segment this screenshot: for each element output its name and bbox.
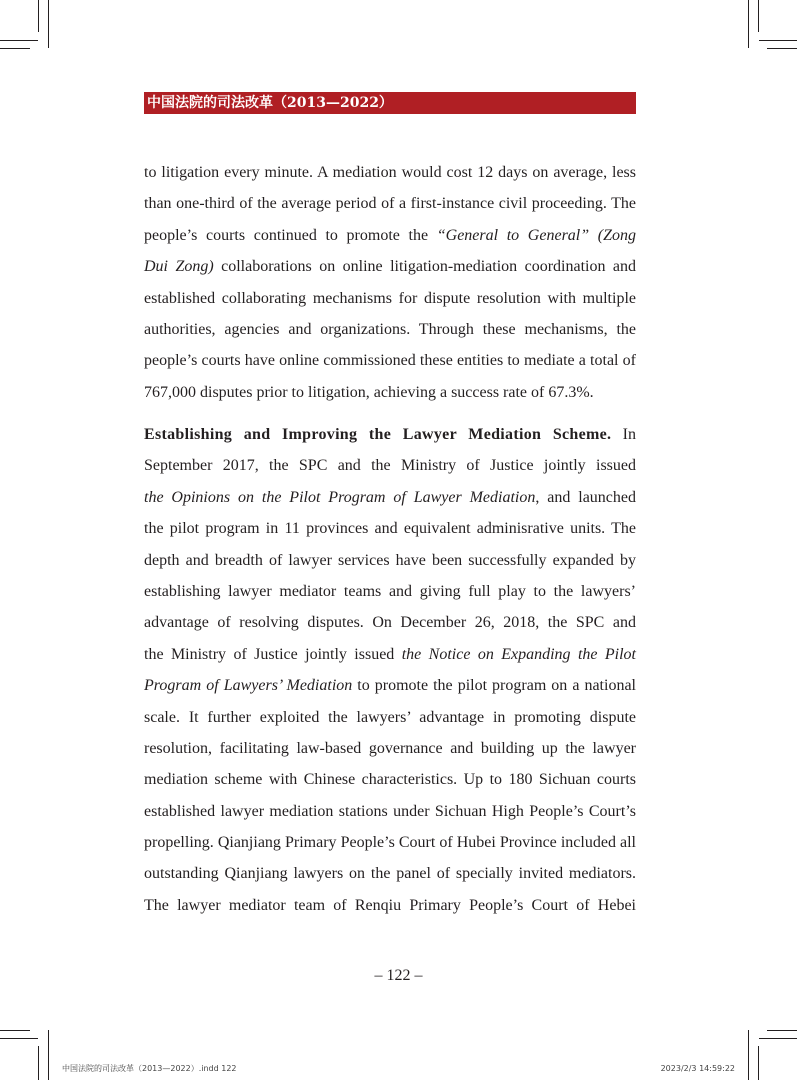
crop-mark-bottom-left-v [38,1046,39,1080]
running-header [144,92,636,114]
text-span: mediation scheme with Chinese characteristics. Up to 180 Sichuan courts [144,771,636,789]
crop-mark-bottom-right-v [758,1046,759,1080]
text-span: 767,000 disputes prior to litigation, achieving a success rate of 67.3%. [144,383,594,401]
text-line [144,764,636,795]
text-line [144,513,636,544]
text-line [144,607,636,638]
text-line [144,545,636,576]
body-paragraph-1 [144,157,636,408]
text-span: The lawyer mediator team of Renqiu Primary People’s Court of Hebei [144,896,636,914]
text-line [144,702,636,733]
slug-file-info: 中国法院的司法改革（2013—2022）.indd 122 [62,1064,237,1073]
text-line [144,345,636,376]
text-span: resolution, facilitating law-based governance and building up the lawyer [144,739,636,757]
text-line [144,890,636,921]
text-line [144,733,636,764]
text-line [144,251,636,282]
crop-mark-bottom-right-h [759,1038,797,1039]
text-line [144,283,636,314]
crop-mark-bottom-left-h2 [0,1030,30,1031]
text-span: collaborations on online litigation-mediation coordination and [213,258,636,276]
text-line [144,796,636,827]
crop-mark-bottom-right-v2 [748,1030,749,1080]
text-line [144,419,636,450]
text-line [144,482,636,513]
text-span: advantage of resolving disputes. On December 26, 2018, the SPC and [144,614,636,632]
crop-mark-top-right-h2 [767,48,797,49]
italic-span: Dui Zong) [144,258,214,276]
text-span: than one-third of the average period of a first-instance civil proceeding. The [144,195,636,213]
text-span: people’s courts have online commissioned these entities to mediate a total of [144,352,636,370]
text-span: depth and breadth of lawyer services have been successfully expanded by [144,551,636,569]
text-span: establishing lawyer mediator teams and giving full play to the lawyers’ [144,582,636,600]
italic-span: “General to General” (Zong [436,226,637,244]
crop-mark-top-right-v2 [748,0,749,48]
crop-mark-top-left-v2 [48,0,49,48]
text-line [144,858,636,889]
text-span: people’s courts continued to promote the [144,226,437,244]
body-paragraph-2 [144,419,636,921]
crop-mark-bottom-left-v2 [48,1030,49,1080]
text-line [144,377,636,408]
text-span: the Ministry of Justice jointly issued [144,645,402,663]
text-line [144,450,636,481]
crop-mark-top-left-v [38,0,39,32]
text-line [144,314,636,345]
text-span: the pilot program in 11 provinces and equivalent adminisrative units. The [144,520,636,538]
text-span: outstanding Qianjiang lawyers on the panel of specially invited mediators. [144,865,636,883]
text-span: authorities, agencies and organizations. Through these mechanisms, the [144,320,636,338]
text-span: propelling. Qianjiang Primary People’s Court of Hubei Province included all [144,834,636,852]
crop-mark-top-left-h [0,40,38,41]
text-line [144,576,636,607]
text-line [144,188,636,219]
page-number: – 122 – [374,967,423,984]
text-span: to promote the pilot program on a national [352,677,636,695]
text-span: established collaborating mechanisms for dispute resolution with multiple [144,289,636,307]
crop-mark-top-right-v [758,0,759,32]
italic-span: the Opinions on the Pilot Program of Lawyer Mediation [144,488,536,506]
text-span: In [611,426,636,443]
slug-timestamp: 2023/2/3 14:59:22 [660,1064,735,1073]
text-span: , and launched [535,488,636,506]
text-line [144,157,636,188]
crop-mark-top-right-h [759,40,797,41]
text-line [144,670,636,701]
text-span: established lawyer mediation stations under Sichuan High People’s Court’s [144,802,636,820]
text-line [144,639,636,670]
section-heading: Establishing and Improving the Lawyer Mediation Scheme. [144,426,612,443]
text-span: scale. It further exploited the lawyers’ advantage in promoting dispute [144,708,636,726]
italic-span: the Notice on Expanding the Pilot [401,645,636,663]
text-span: to litigation every minute. A mediation would cost 12 days on average, less [144,164,636,181]
text-line [144,220,636,251]
text-span: September 2017, the SPC and the Ministry of Justice jointly issued [144,457,636,475]
crop-mark-bottom-right-h2 [767,1030,797,1031]
crop-mark-top-left-h2 [0,48,30,49]
crop-mark-bottom-left-h [0,1038,38,1039]
text-line [144,827,636,858]
running-header-title: 中国法院的司法改革（2013—2022） [147,95,393,111]
italic-span: Program of Lawyers’ Mediation [144,677,353,695]
